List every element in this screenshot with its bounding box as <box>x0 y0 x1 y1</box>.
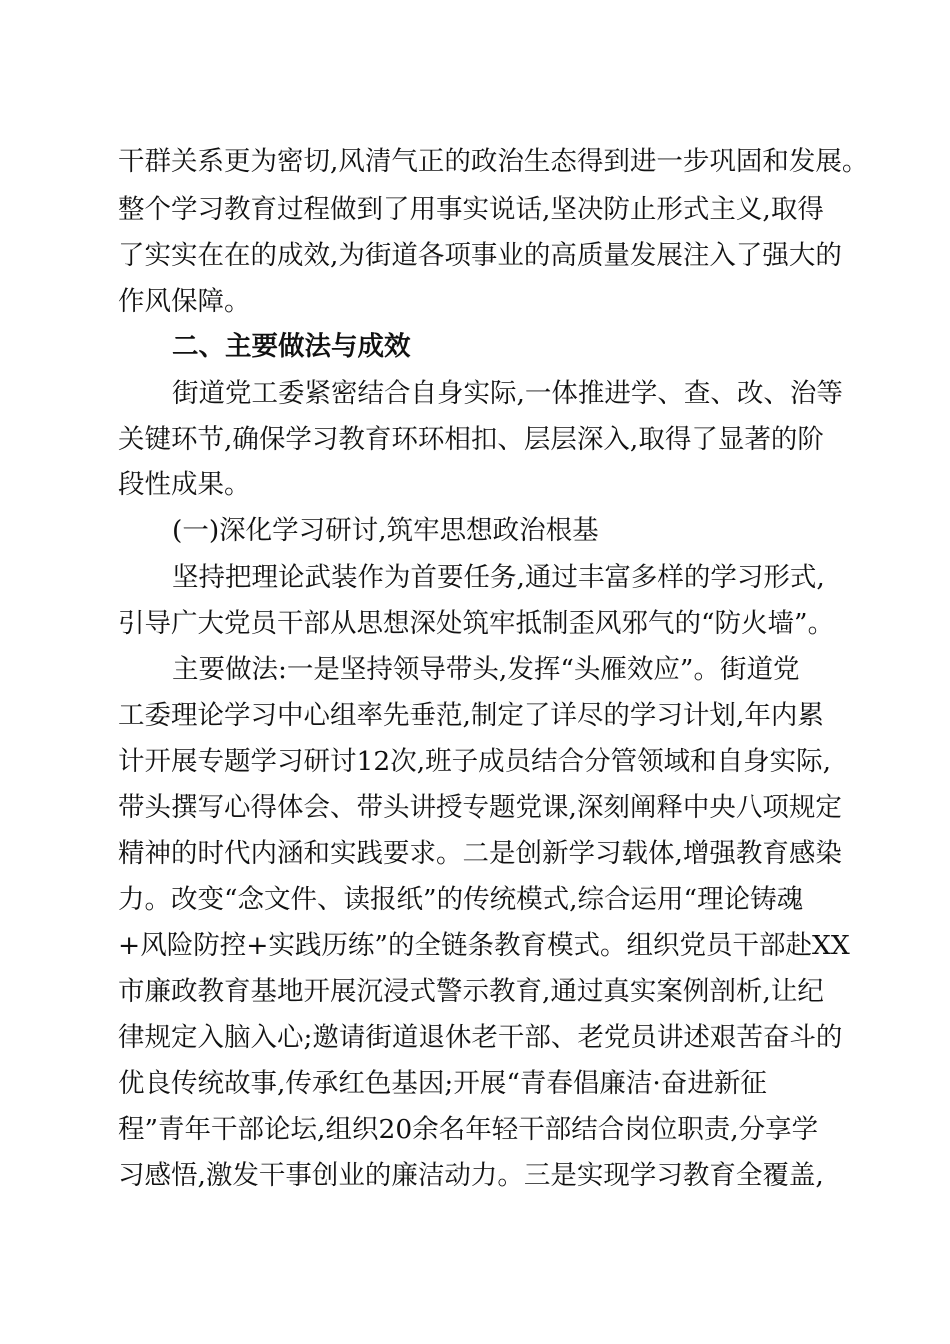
body-text-line: 计开展专题学习研讨12次,班子成员结合分管领域和自身实际, <box>118 746 832 777</box>
body-text-line: 段性成果。 <box>118 469 251 500</box>
body-text-line: 关键环节,确保学习教育环环相扣、层层深入,取得了显著的阶 <box>118 424 824 455</box>
body-text-line: 律规定入脑入心;邀请街道退休老干部、老党员讲述艰苦奋斗的 <box>118 1022 843 1053</box>
body-text-line: 精神的时代内涵和实践要求。二是创新学习载体,增强教育感染 <box>118 838 842 869</box>
body-text-line: 主要做法:一是坚持领导带头,发挥“头雁效应”。街道党 <box>172 654 800 685</box>
body-text-line: 力。改变“念文件、读报纸”的传统模式,综合运用“理论铸魂 <box>118 884 804 915</box>
body-text-line: 街道党工委紧密结合自身实际,一体推进学、查、改、治等 <box>172 378 843 409</box>
body-text-line: 市廉政教育基地开展沉浸式警示教育,通过真实案例剖析,让纪 <box>118 976 824 1007</box>
body-text-line: 习感悟,激发干事创业的廉洁动力。三是实现学习教育全覆盖, <box>118 1160 824 1191</box>
body-text-line: 坚持把理论武装作为首要任务,通过丰富多样的学习形式, <box>172 562 825 593</box>
body-text-line: 引导广大党员干部从思想深处筑牢抵制歪风邪气的“防火墙”。 <box>118 608 835 639</box>
body-text-line: 干群关系更为密切,风清气正的政治生态得到进一步巩固和发展。 <box>118 146 869 177</box>
body-text-line: 了实实在在的成效,为街道各项事业的高质量发展注入了强大的 <box>118 240 842 271</box>
body-text-line: 工委理论学习中心组率先垂范,制定了详尽的学习计划,年内累 <box>118 700 824 731</box>
body-text-line: 程”青年干部论坛,组织20余名年轻干部结合岗位职责,分享学 <box>118 1114 819 1145</box>
section-heading: 二、主要做法与成效 <box>172 331 411 362</box>
subsection-heading: (一)深化学习研讨,筑牢思想政治根基 <box>172 515 599 546</box>
body-text-line: 整个学习教育过程做到了用事实说话,坚决防止形式主义,取得 <box>118 194 824 225</box>
body-text-line: 带头撰写心得体会、带头讲授专题党课,深刻阐释中央八项规定 <box>118 792 842 823</box>
body-text-line: +风险防控+实践历练”的全链条教育模式。组织党员干部赴XX <box>118 930 850 961</box>
body-text-line: 优良传统故事,传承红色基因;开展“青春倡廉洁·奋进新征 <box>118 1068 767 1099</box>
body-text-line: 作风保障。 <box>118 286 251 317</box>
